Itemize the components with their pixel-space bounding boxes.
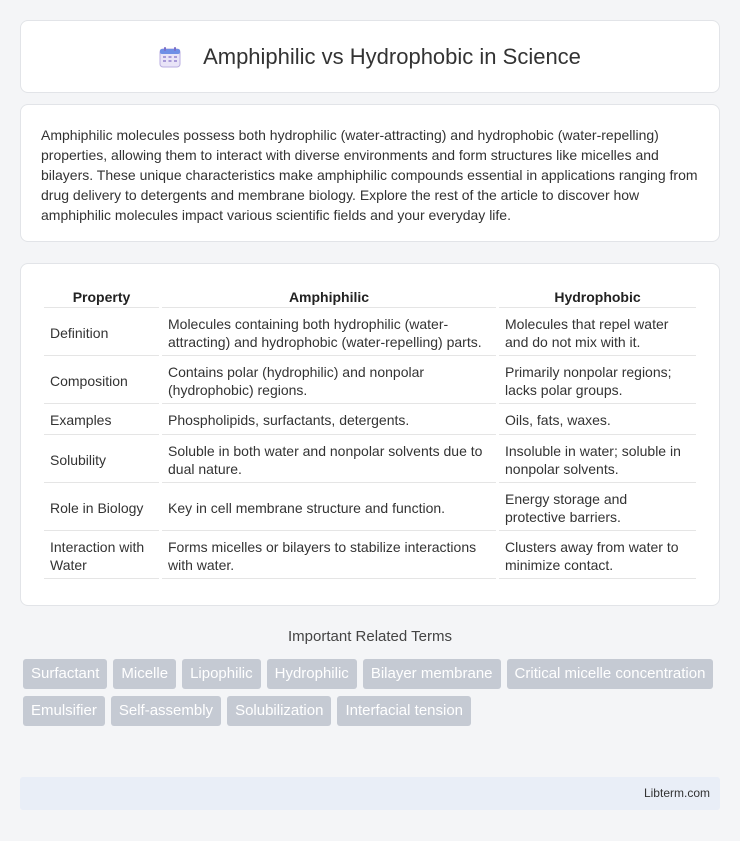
column-header: Hydrophobic [499,286,696,308]
comparison-table [41,284,699,581]
table-cell: Clusters away from water to minimize contact. [499,533,696,579]
table-row [44,437,696,483]
related-term-tag[interactable]: Micelle [113,659,176,689]
table-cell: Primarily nonpolar regions; lacks polar groups. [499,358,696,404]
table-row [44,533,696,579]
table-cell: Molecules containing both hydrophilic (water-attracting) and hydrophobic (water-repelling) parts. [162,310,496,356]
table-cell: Forms micelles or bilayers to stabilize interactions with water. [162,533,496,579]
table-cell: Role in Biology [44,485,159,531]
footer-site-link[interactable]: Libterm.com [643,786,710,800]
calendar-icon [159,46,181,68]
table-cell: Oils, fats, waxes. [499,406,696,435]
table-row [44,406,696,435]
related-terms-title: Important Related Terms [288,628,452,645]
table-cell: Examples [44,406,159,435]
table-cell: Phospholipids, surfactants, detergents. [162,406,496,435]
header-card [20,20,720,93]
table-cell: Soluble in both water and nonpolar solvents due to dual nature. [162,437,496,483]
table-row [44,310,696,356]
intro-card [20,104,720,242]
table-cell: Key in cell membrane structure and function. [162,485,496,531]
table-cell: Molecules that repel water and do not mix with it. [499,310,696,356]
table-cell: Interaction with Water [44,533,159,579]
table-cell: Composition [44,358,159,404]
table-cell: Insoluble in water; soluble in nonpolar solvents. [499,437,696,483]
related-term-tag[interactable]: Bilayer membrane [363,659,501,689]
table-header-row [44,286,696,308]
related-term-tag[interactable]: Critical micelle concentration [507,659,714,689]
column-header: Property [44,286,159,308]
footer [20,777,720,810]
page-title: Amphiphilic vs Hydrophobic in Science [203,43,581,69]
intro-paragraph: Amphiphilic molecules possess both hydrophilic (water-attracting) and hydrophobic (water-repelling) properties, allowing them to interact with diverse environments and form structures like micelles and bilayers. These unique characteristics make amphiphilic compounds essential in applications ranging from drug delivery to detergents and membrane biology. Explore the rest of the article to discover how amphiphilic molecules impact various scientific fields and your everyday life. [41,127,698,223]
related-term-tag[interactable]: Hydrophilic [267,659,357,689]
related-term-tag[interactable]: Lipophilic [182,659,261,689]
related-terms-list [23,659,723,726]
table-cell: Contains polar (hydrophilic) and nonpolar (hydrophobic) regions. [162,358,496,404]
table-row [44,485,696,531]
related-term-tag[interactable]: Surfactant [23,659,107,689]
related-term-tag[interactable]: Self-assembly [111,696,221,726]
related-term-tag[interactable]: Emulsifier [23,696,105,726]
table-cell: Definition [44,310,159,356]
column-header: Amphiphilic [162,286,496,308]
related-term-tag[interactable]: Interfacial tension [337,696,471,726]
comparison-table-card [20,263,720,606]
table-cell: Energy storage and protective barriers. [499,485,696,531]
table-row [44,358,696,404]
table-cell: Solubility [44,437,159,483]
related-term-tag[interactable]: Solubilization [227,696,331,726]
